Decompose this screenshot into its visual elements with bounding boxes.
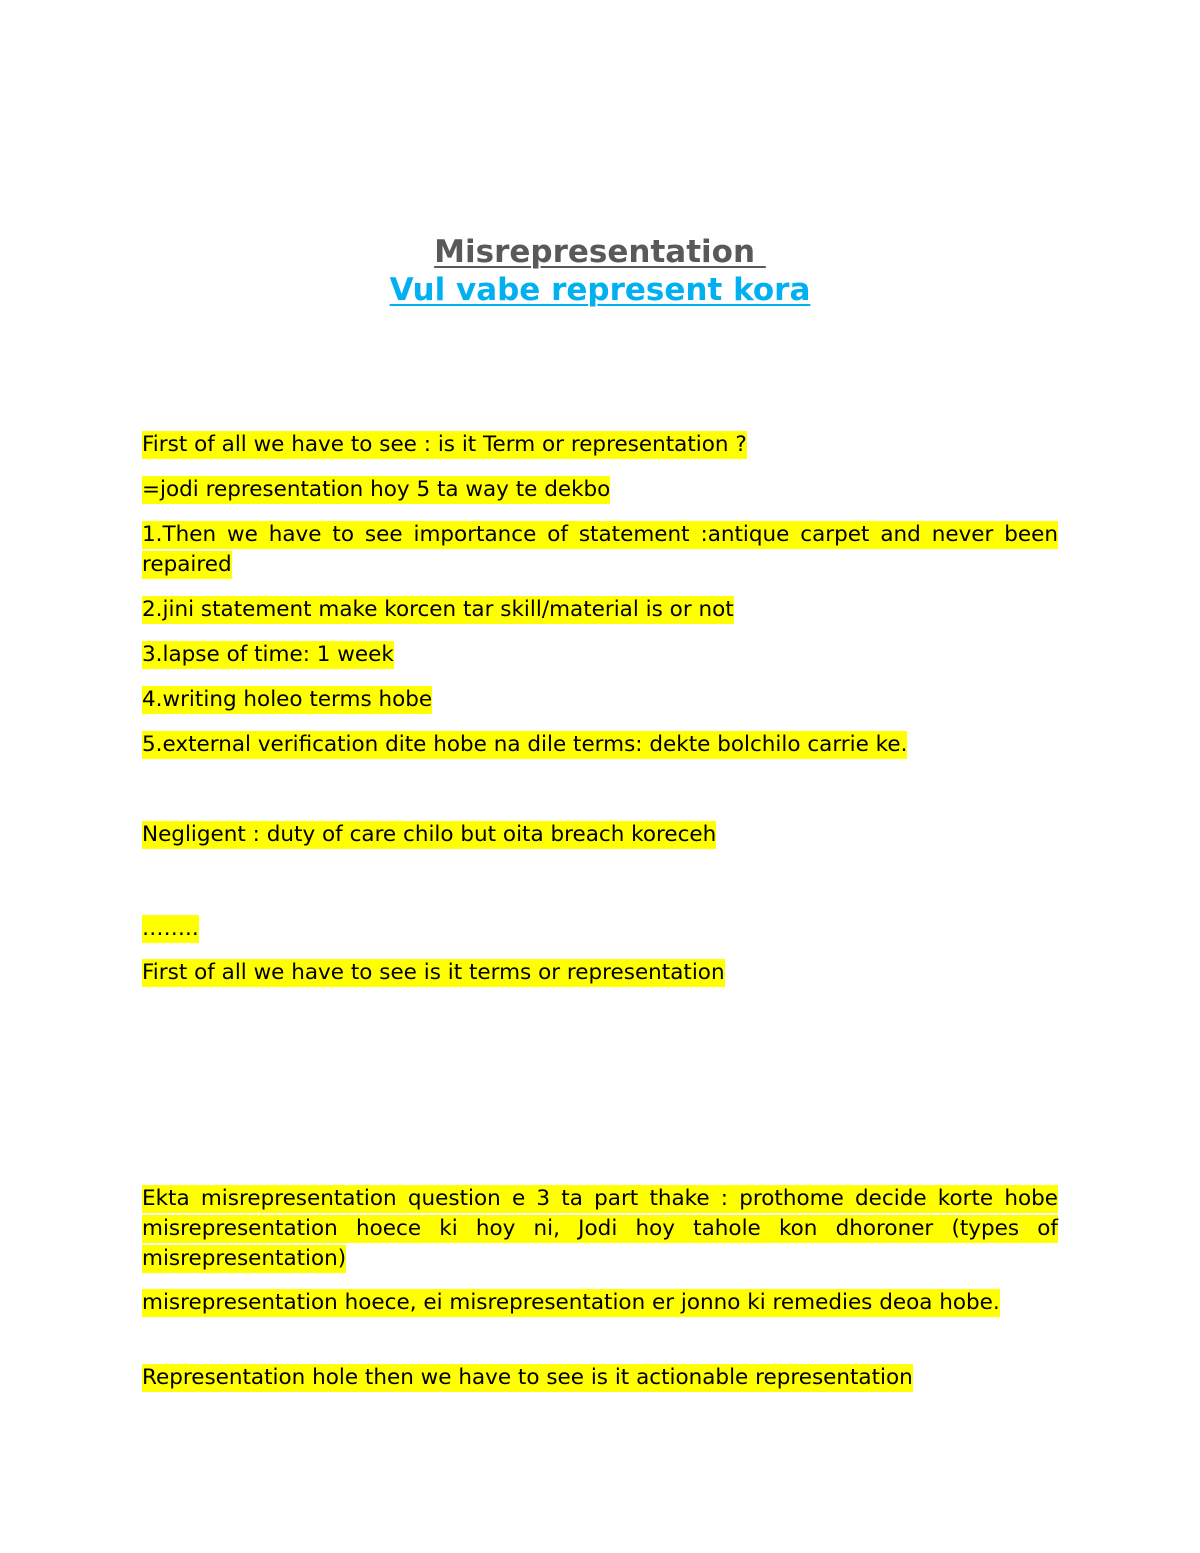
- paragraph-three-parts: [142, 1184, 1058, 1274]
- paragraph-text: 2.jini statement make korcen tar skill/material is or not: [142, 597, 734, 622]
- paragraph-actionable: [142, 1363, 1058, 1393]
- paragraph-text: misrepresentation hoece, ei misrepresentation er jonno ki remedies deoa hobe.: [142, 1290, 1000, 1315]
- paragraph-text: 1.Then we have to see importance of statement :antique carpet and never been repaired: [142, 522, 1058, 577]
- paragraph-text: Representation hole then we have to see is it actionable representation: [142, 1365, 913, 1390]
- paragraph-text: ……..: [142, 916, 199, 941]
- list-item-5: [142, 730, 1058, 760]
- paragraph-text: Ekta misrepresentation question e 3 ta part thake : prothome decide korte hobe misrepresentation hoece ki hoy ni, Jodi hoy tahole kon dhoroner (types of misrepresentation): [142, 1186, 1058, 1271]
- paragraph-text: First of all we have to see : is it Term or representation ?: [142, 432, 747, 457]
- paragraph-text: First of all we have to see is it terms or representation: [142, 960, 725, 985]
- paragraph-text: 5.external verification dite hobe na dile terms: dekte bolchilo carrie ke.: [142, 732, 908, 757]
- paragraph-remedies: [142, 1288, 1058, 1318]
- paragraph-five-ways: [142, 475, 1058, 505]
- paragraph-text: 4.writing holeo terms hobe: [142, 687, 433, 712]
- paragraph-terms-or-representation: [142, 958, 1058, 988]
- document-subtitle: Vul vabe represent kora: [389, 272, 811, 308]
- paragraph-ellipsis: [142, 914, 1058, 944]
- paragraph-negligent: [142, 820, 1058, 850]
- paragraph-term-or-representation: [142, 430, 1058, 460]
- list-item-1: [142, 520, 1058, 580]
- list-item-2: [142, 595, 1058, 625]
- document-title: Misrepresentation: [434, 234, 766, 270]
- paragraph-text: Negligent : duty of care chilo but oita breach koreceh: [142, 822, 717, 847]
- paragraph-text: 3.lapse of time: 1 week: [142, 642, 394, 667]
- list-item-4: [142, 685, 1058, 715]
- paragraph-text: =jodi representation hoy 5 ta way te dekbo: [142, 477, 611, 502]
- list-item-3: [142, 640, 1058, 670]
